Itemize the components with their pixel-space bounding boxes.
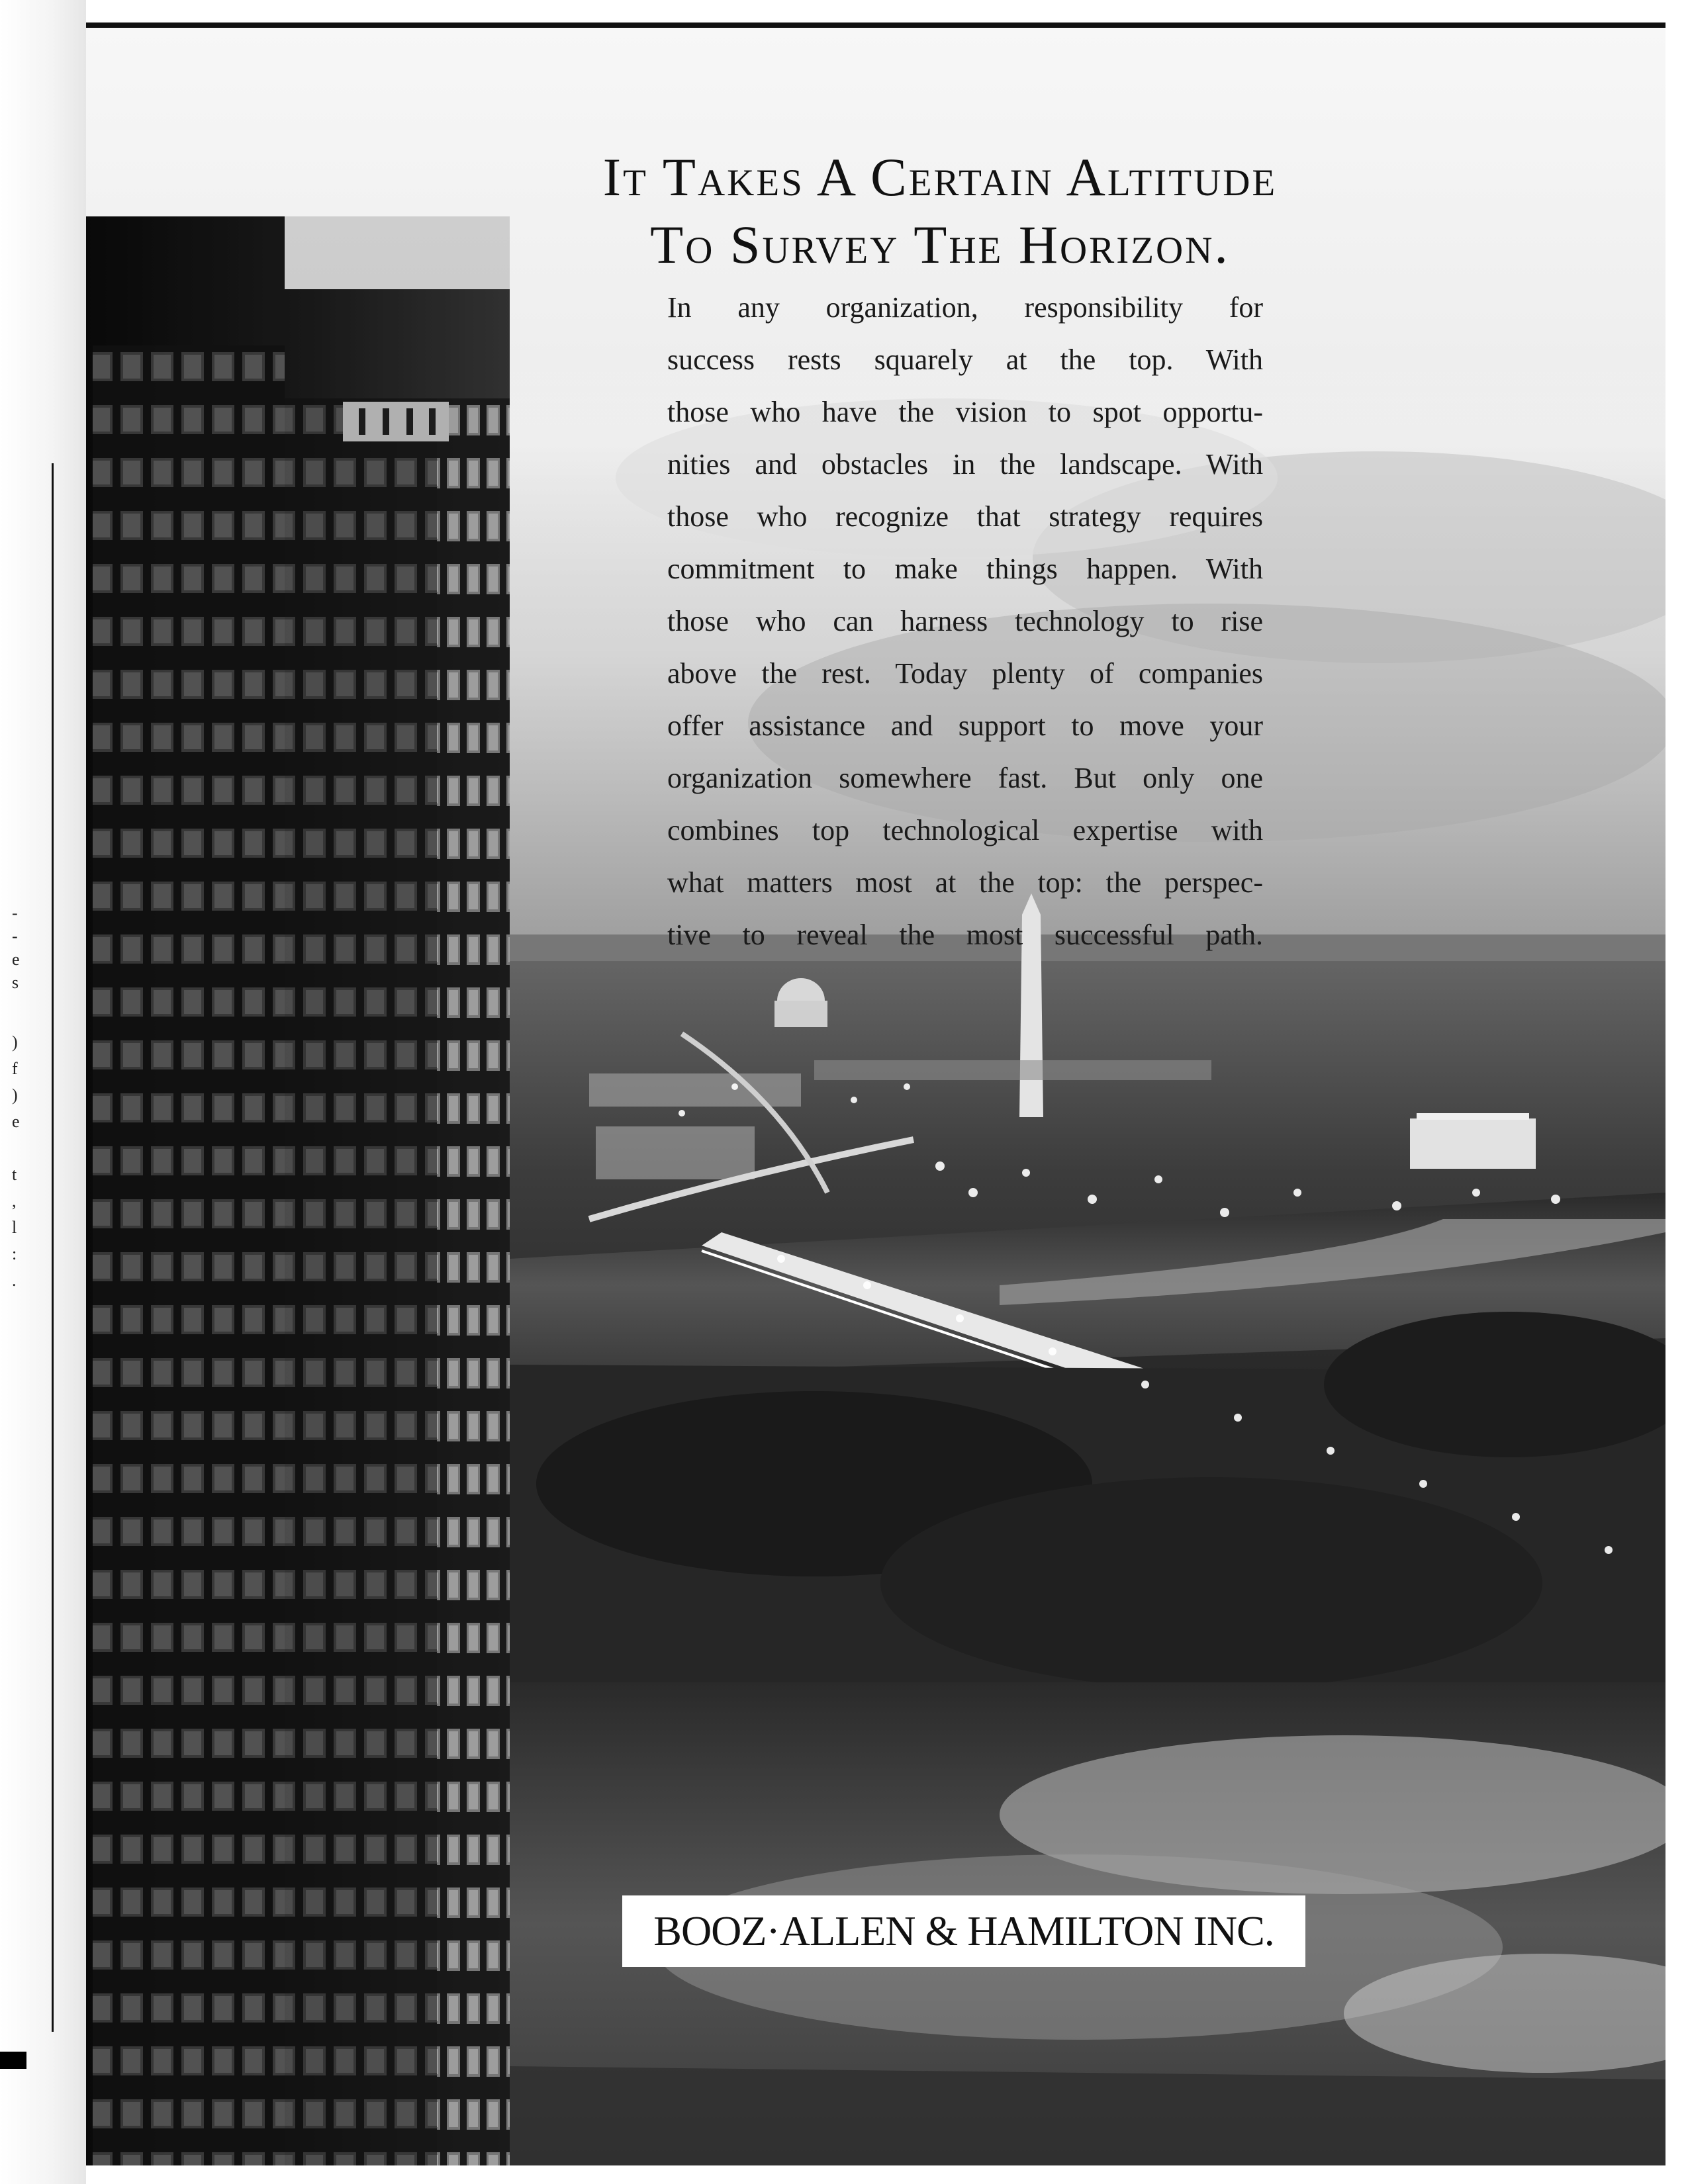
company-logo-wordmark: BOOZ·ALLEN & HAMILTON INC. [653, 1907, 1274, 1954]
body-line: combines top technological expertise with [667, 814, 1263, 846]
top-rule [86, 23, 1665, 28]
headline [510, 144, 1370, 279]
body-line: above the rest. Today plenty of companies [667, 657, 1263, 690]
margin-character: - [12, 927, 18, 946]
margin-character: ) [12, 1032, 18, 1052]
margin-character: l [12, 1218, 17, 1237]
body-line: commitment to make things happen. With [667, 553, 1263, 585]
margin-character: e [12, 1112, 20, 1131]
margin-character: . [12, 1271, 17, 1290]
margin-character: : [12, 1244, 17, 1263]
body-line: success rests squarely at the top. With [667, 343, 1263, 376]
previous-page-margin [0, 0, 86, 2184]
margin-black-block [0, 2052, 26, 2069]
city-skyline-photo [86, 28, 1665, 2165]
headline-line-2: To Survey The Horizon. [650, 214, 1230, 275]
body-line: organization somewhere fast. But only one [667, 762, 1263, 794]
headline-line-1: It Takes A Certain Altitude [602, 147, 1278, 207]
body-line: those who can harness technology to rise [667, 605, 1263, 637]
body-line: those who have the vision to spot opportu- [667, 396, 1263, 428]
body-line: nities and obstacles in the landscape. With [667, 448, 1263, 480]
body-line: offer assistance and support to move your [667, 709, 1263, 742]
margin-character: ) [12, 1085, 18, 1105]
margin-character: , [12, 1191, 17, 1210]
margin-character: - [12, 903, 18, 923]
margin-character: s [12, 973, 19, 992]
body-line: what matters most at the top: the perspec- [667, 866, 1263, 899]
right-page-edge [1665, 23, 1688, 2184]
body-line: tive to reveal the most successful path. [667, 919, 1263, 951]
company-logo-box [622, 1895, 1305, 1967]
body-line: those who recognize that strategy requires [667, 500, 1263, 533]
margin-rule [52, 463, 54, 2032]
margin-character: f [12, 1059, 18, 1078]
body-copy [667, 281, 1263, 961]
body-line: In any organization, responsibility for [667, 291, 1263, 324]
margin-character: e [12, 950, 20, 969]
margin-character: t [12, 1165, 17, 1184]
